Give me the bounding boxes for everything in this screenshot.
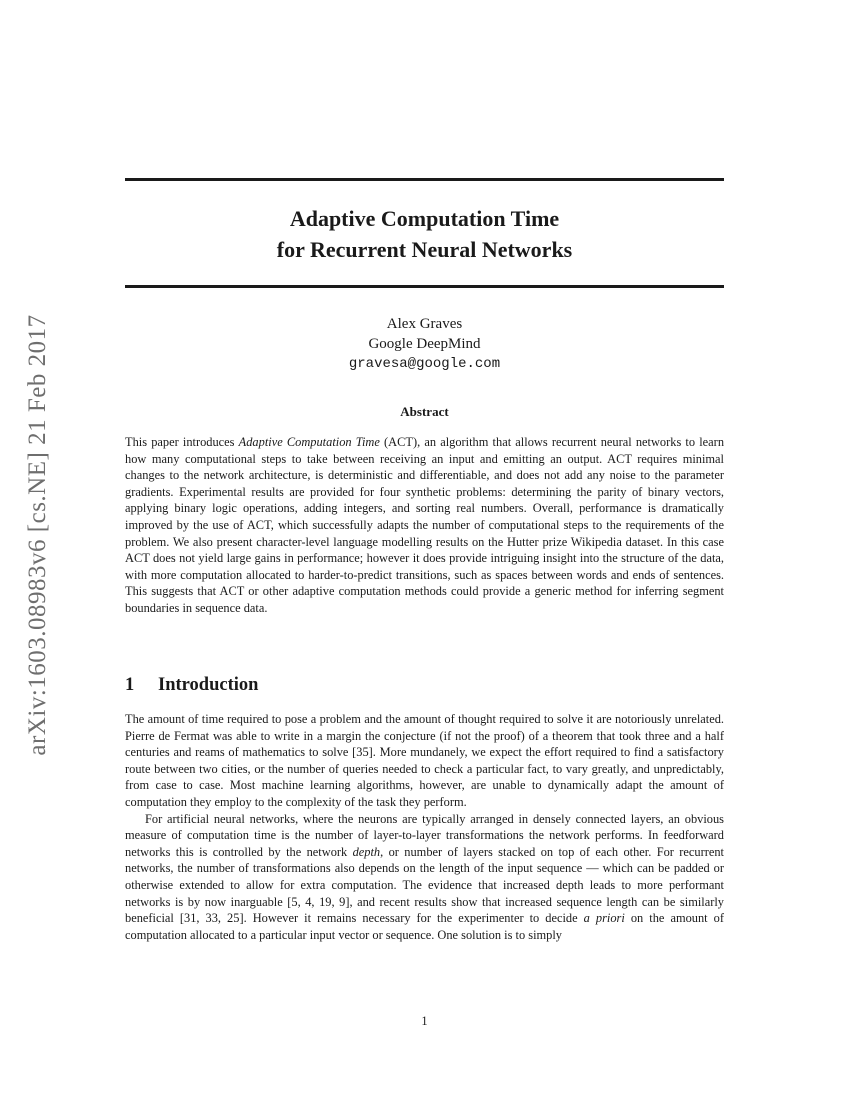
- section-number: 1: [125, 675, 135, 695]
- paragraph-2-emphasis-depth: depth: [352, 844, 381, 859]
- author-email: gravesa@google.com: [348, 356, 501, 372]
- paper-title-line-1: Adaptive Computation Time: [289, 206, 560, 231]
- abstract-emphasis: Adaptive Computation Time: [238, 435, 380, 449]
- paragraph-2-emphasis-a-priori: a priori: [583, 911, 625, 926]
- paragraph-2-part-b: , or number of layers stacked on top of each other. For recurrent networks, the number of transformations also depends on the length of the input sequence — which can be padded or otherwise extended to allow for extra computation. The evidence that increased depth leads to more performant networks is by now inarguable [5, 4, 19, 9], and recent results show that increased sequence length can be similarly beneficial [31, 33, 25]. However it remains necessary for the experimenter to decide: [125, 844, 724, 926]
- paragraph-2-part-c: on the amount of computation allocated to a particular input vector or sequence. One solution is to simply: [125, 911, 724, 942]
- author-affiliation: Google DeepMind: [368, 336, 481, 352]
- abstract-text: [125, 434, 724, 617]
- author-block: [125, 314, 724, 374]
- section-title: Introduction: [158, 675, 259, 695]
- author-name: Alex Graves: [386, 316, 463, 332]
- paper-title-line-2: for Recurrent Neural Networks: [276, 237, 573, 262]
- abstract-text-body: (ACT), an algorithm that allows recurrent neural networks to learn how many computational steps to take between receiving an input and emitting an output. ACT requires minimal changes to the network architecture, is deterministic and differentiable, and does not add any noise to the parameter gradients. Experimental results are provided for four synthetic problems: determining the parity of binary vectors, applying binary logic operations, adding integers, and sorting real numbers. Overall, performance is dramatically improved by the use of ACT, which successfully adapts the number of computational steps to the requirements of the problem. We also present character-level language modelling results on the Hutter prize Wikipedia dataset. In this case ACT does not yield large gains in performance; however it does provide intriguing insight into the structure of the data, with more computation allocated to harder-to-predict transitions, such as spaces between words and ends of sentences. This suggests that ACT or other adaptive computation methods could provide a generic method for inferring segment boundaries in sequence data.: [125, 435, 725, 615]
- page-number: 1: [421, 1014, 428, 1028]
- introduction-body: [125, 711, 724, 943]
- arxiv-identifier-stamp: arXiv:1603.08983v6 [cs.NE] 21 Feb 2017: [24, 314, 51, 756]
- paragraph-2-part-a: For artificial neural networks, where the neurons are typically arranged in densely connected layers, an obvious measure of computation time is the number of layer-to-layer transformations the network performs. In feedforward networks this is controlled by the network: [125, 811, 724, 859]
- abstract-heading: Abstract: [400, 404, 449, 419]
- introduction-paragraph-2: [125, 811, 724, 944]
- title-top-rule: [125, 178, 724, 181]
- abstract-text-intro: This paper introduces: [125, 435, 239, 449]
- title-bottom-rule: [125, 285, 724, 288]
- introduction-paragraph-1: The amount of time required to pose a problem and the amount of thought required to solve it are notoriously unrelated. Pierre de Fermat was able to write in a margin the conjecture (if not the proof) of a theorem that took three and a half centuries and reams of mathematics to solve [35]. More mundanely, we expect the effort required to find a satisfactory route between two cities, or the number of queries needed to check a particular fact, to vary greatly, and unpredictably, from case to case. Most machine learning algorithms, however, are unable to dynamically adapt the amount of computation they employ to the complexity of the task they perform.: [125, 712, 724, 809]
- paper-title: [125, 203, 724, 265]
- section-heading-introduction: [125, 675, 724, 696]
